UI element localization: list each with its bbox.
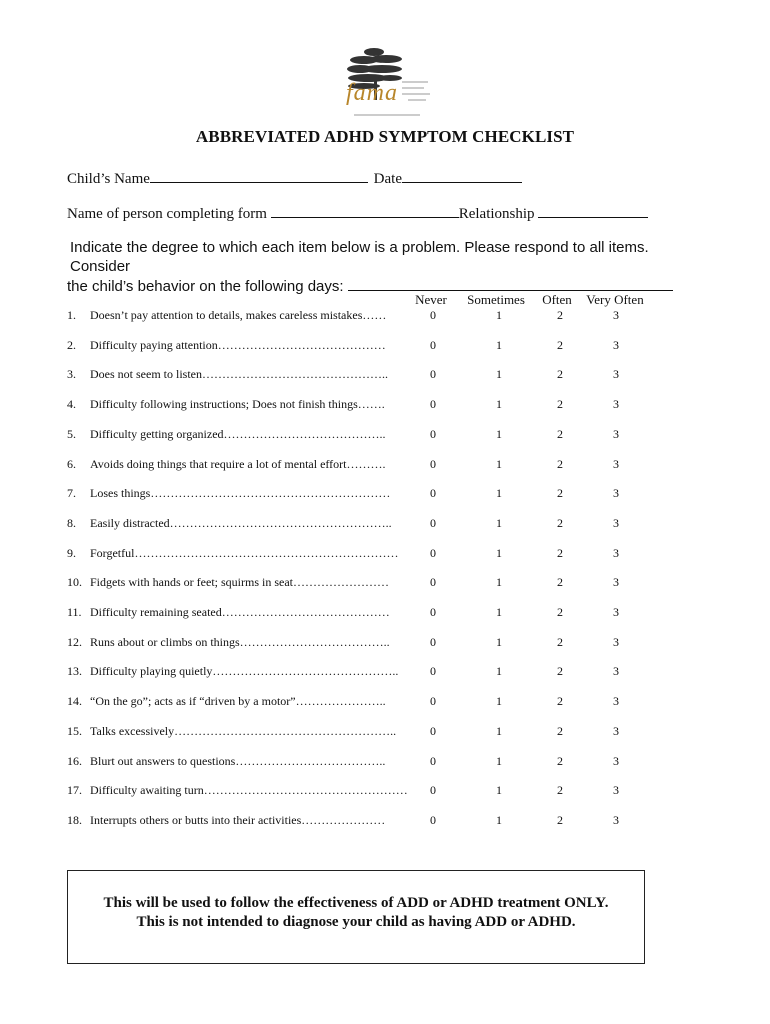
- score-sometimes[interactable]: 1: [496, 753, 502, 768]
- item-number: 7.: [67, 486, 76, 501]
- score-often[interactable]: 2: [557, 634, 563, 649]
- child-name-row: [67, 168, 522, 188]
- disclaimer-line-2: This is not intended to diagnose your child as having ADD or ADHD.: [136, 914, 576, 930]
- item-text: Difficulty following instructions; Does not finish things…….: [90, 397, 385, 412]
- score-sometimes[interactable]: 1: [496, 515, 502, 530]
- score-very-often[interactable]: 3: [613, 367, 619, 382]
- score-often[interactable]: 2: [557, 812, 563, 827]
- score-never[interactable]: 0: [430, 545, 436, 560]
- score-sometimes[interactable]: 1: [496, 337, 502, 352]
- score-very-often[interactable]: 3: [613, 515, 619, 530]
- score-never[interactable]: 0: [430, 397, 436, 412]
- score-sometimes[interactable]: 1: [496, 605, 502, 619]
- score-sometimes[interactable]: 1: [496, 812, 502, 827]
- score-never[interactable]: 0: [430, 634, 436, 649]
- table-row: [67, 605, 687, 625]
- score-often[interactable]: 2: [557, 426, 563, 441]
- item-number: 10.: [67, 575, 82, 590]
- table-row: [67, 516, 687, 536]
- instructions-line-2: the child’s behavior on the following days:: [67, 278, 344, 295]
- score-never[interactable]: 0: [430, 337, 436, 352]
- table-row: [67, 813, 687, 833]
- score-very-often[interactable]: 3: [613, 634, 619, 649]
- score-never[interactable]: 0: [430, 308, 436, 322]
- table-row: [67, 308, 687, 328]
- score-sometimes[interactable]: 1: [496, 575, 502, 590]
- score-very-often[interactable]: 3: [613, 337, 619, 352]
- score-never[interactable]: 0: [430, 605, 436, 619]
- days-field[interactable]: [348, 276, 673, 291]
- item-number: 4.: [67, 397, 76, 412]
- score-often[interactable]: 2: [557, 753, 563, 768]
- completer-label: Name of person completing form: [67, 206, 267, 222]
- item-text: Difficulty getting organized…………………………………..: [90, 426, 386, 441]
- score-very-often[interactable]: 3: [613, 753, 619, 768]
- score-never[interactable]: 0: [430, 456, 436, 471]
- score-very-often[interactable]: 3: [613, 694, 619, 709]
- col-header-often: Often: [542, 292, 572, 307]
- score-very-often[interactable]: 3: [613, 456, 619, 471]
- score-often[interactable]: 2: [557, 456, 563, 471]
- score-never[interactable]: 0: [430, 575, 436, 590]
- score-sometimes[interactable]: 1: [496, 545, 502, 560]
- table-row: [67, 367, 687, 387]
- completer-row: [67, 203, 648, 223]
- item-text: Loses things……………………………………………………: [90, 486, 391, 501]
- score-never[interactable]: 0: [430, 753, 436, 768]
- table-row: [67, 575, 687, 595]
- item-text: Fidgets with hands or feet; squirms in seat……………………: [90, 575, 389, 590]
- score-sometimes[interactable]: 1: [496, 397, 502, 412]
- score-very-often[interactable]: 3: [613, 605, 619, 619]
- score-never[interactable]: 0: [430, 426, 436, 441]
- table-row: [67, 754, 687, 774]
- instructions-line-1: Indicate the degree to which each item below is a problem. Please respond to all items. Consider: [70, 239, 649, 275]
- item-text: Difficulty playing quietly………………………………………..: [90, 664, 399, 679]
- item-text: “On the go”; acts as if “driven by a motor”…………………..: [90, 694, 386, 709]
- col-header-very-often: Very Often: [586, 292, 644, 307]
- item-number: 5.: [67, 426, 76, 441]
- score-often[interactable]: 2: [557, 486, 563, 501]
- item-number: 13.: [67, 664, 82, 679]
- relationship-field[interactable]: [538, 203, 648, 218]
- page-title: ABBREVIATED ADHD SYMPTOM CHECKLIST: [195, 127, 575, 146]
- score-sometimes[interactable]: 1: [496, 456, 502, 471]
- score-sometimes[interactable]: 1: [496, 664, 502, 679]
- score-very-often[interactable]: 3: [613, 486, 619, 501]
- score-often[interactable]: 2: [557, 723, 563, 738]
- score-never[interactable]: 0: [430, 486, 436, 501]
- col-header-never: Never: [415, 292, 447, 307]
- score-very-often[interactable]: 3: [613, 664, 619, 679]
- table-row: [67, 635, 687, 655]
- item-number: 6.: [67, 456, 76, 471]
- score-sometimes[interactable]: 1: [496, 426, 502, 441]
- score-very-often[interactable]: 3: [613, 545, 619, 560]
- table-row: [67, 724, 687, 744]
- score-sometimes[interactable]: 1: [496, 783, 502, 798]
- item-number: 11.: [67, 605, 82, 619]
- relationship-label: Relationship: [458, 206, 535, 222]
- logo-wordmark: fama: [346, 80, 398, 106]
- score-often[interactable]: 2: [557, 783, 563, 798]
- date-label: Date: [373, 171, 402, 187]
- table-row: [67, 486, 687, 506]
- item-text: Interrupts others or butts into their activities…………………: [90, 812, 386, 827]
- score-never[interactable]: 0: [430, 664, 436, 679]
- item-text: Easily distracted………………………………………………..: [90, 515, 392, 530]
- score-often[interactable]: 2: [557, 545, 563, 560]
- table-row: [67, 546, 687, 566]
- score-never[interactable]: 0: [430, 812, 436, 827]
- score-often[interactable]: 2: [557, 337, 563, 352]
- col-header-sometimes: Sometimes: [467, 292, 525, 307]
- item-text: Difficulty paying attention……………………………………: [90, 337, 386, 352]
- score-sometimes[interactable]: 1: [496, 367, 502, 382]
- score-often[interactable]: 2: [557, 605, 563, 619]
- table-row: [67, 457, 687, 477]
- score-often[interactable]: 2: [557, 515, 563, 530]
- score-sometimes[interactable]: 1: [496, 694, 502, 709]
- item-number: 2.: [67, 337, 76, 352]
- table-row: [67, 397, 687, 417]
- table-row: [67, 783, 687, 803]
- item-number: 9.: [67, 545, 76, 560]
- item-number: 12.: [67, 634, 82, 649]
- table-row: [67, 338, 687, 358]
- score-very-often[interactable]: 3: [613, 723, 619, 738]
- table-row: [67, 664, 687, 684]
- score-sometimes[interactable]: 1: [496, 308, 502, 322]
- score-very-often[interactable]: 3: [613, 812, 619, 827]
- item-number: 14.: [67, 694, 82, 709]
- score-very-often[interactable]: 3: [613, 426, 619, 441]
- score-often[interactable]: 2: [557, 367, 563, 382]
- score-never[interactable]: 0: [430, 694, 436, 709]
- clinic-logo: [340, 42, 444, 120]
- item-number: 8.: [67, 515, 76, 530]
- item-number: 17.: [67, 783, 82, 798]
- item-number: 15.: [67, 723, 82, 738]
- item-number: 16.: [67, 753, 82, 768]
- item-number: 3.: [67, 367, 76, 382]
- disclaimer-line-1: This will be used to follow the effectiveness of ADD or ADHD treatment ONLY.: [103, 895, 609, 911]
- child-name-label: Child’s Name: [67, 171, 150, 187]
- item-text: Avoids doing things that require a lot of mental effort……….: [90, 456, 386, 471]
- item-number: 18.: [67, 812, 82, 827]
- score-sometimes[interactable]: 1: [496, 723, 502, 738]
- item-text: Difficulty remaining seated……………………………………: [90, 605, 390, 619]
- date-field[interactable]: [402, 168, 522, 183]
- disclaimer-box: [67, 870, 645, 964]
- score-never[interactable]: 0: [430, 515, 436, 530]
- item-text: Forgetful…………………………………………………………: [90, 545, 399, 560]
- item-text: Talks excessively………………………………………………..: [90, 723, 397, 738]
- score-very-often[interactable]: 3: [613, 397, 619, 412]
- score-never[interactable]: 0: [430, 783, 436, 798]
- item-text: Difficulty awaiting turn……………………………………………: [90, 783, 408, 798]
- score-sometimes[interactable]: 1: [496, 486, 502, 501]
- item-text: Does not seem to listen………………………………………..: [90, 367, 388, 382]
- score-very-often[interactable]: 3: [613, 575, 619, 590]
- score-very-often[interactable]: 3: [613, 308, 619, 322]
- table-row: [67, 427, 687, 447]
- child-name-field[interactable]: [150, 168, 368, 183]
- table-row: [67, 694, 687, 714]
- score-very-often[interactable]: 3: [613, 783, 619, 798]
- score-often[interactable]: 2: [557, 397, 563, 412]
- item-text: Runs about or climbs on things………………………………..: [90, 634, 390, 649]
- score-often[interactable]: 2: [557, 575, 563, 590]
- score-sometimes[interactable]: 1: [496, 634, 502, 649]
- score-often[interactable]: 2: [557, 664, 563, 679]
- completer-field[interactable]: [271, 203, 459, 218]
- score-never[interactable]: 0: [430, 723, 436, 738]
- score-never[interactable]: 0: [430, 367, 436, 382]
- item-text: Doesn’t pay attention to details, makes careless mistakes……: [90, 308, 387, 322]
- score-often[interactable]: 2: [557, 308, 563, 322]
- item-number: 1.: [67, 308, 76, 322]
- score-often[interactable]: 2: [557, 694, 563, 709]
- instructions: [67, 238, 667, 296]
- item-text: Blurt out answers to questions………………………………..: [90, 753, 386, 768]
